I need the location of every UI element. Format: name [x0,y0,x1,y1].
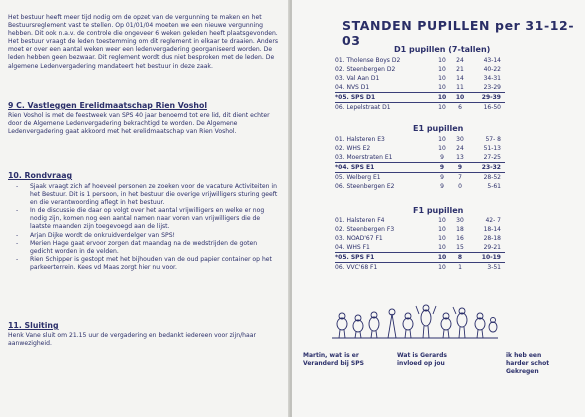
section-9c-heading: 9 C. Vastleggen Erelidmaatschap Rien Voshol [8,101,207,110]
list-item: - Sjaak vraagt zich af hoeveel personen ze zoeken voor de vacature Activiteiten in het Bestuur. Dit is 1 persoon, in het bestuur die overige vrijwilligers sturing geeft en die verantwoording aflegt in het bestuur. [8,183,280,207]
points-cell: 24 [456,145,464,152]
goals-cell: 42- 7 [485,217,501,224]
page-title: STANDEN PUPILLEN per 31-12-03 [342,18,575,48]
played-cell: 10 [438,84,446,91]
goals-cell: 29-21 [483,244,501,251]
points-cell: 0 [458,183,462,190]
table-row [335,153,505,163]
points-cell: 21 [456,66,464,73]
team-name-cell: 05. Welberg E1 [335,174,381,181]
caption-martin: Martin, wat is er Veranderd bij SPS [303,352,364,367]
caption-gerard: Wat is Gerards invloed op jou [397,352,447,367]
points-cell: 15 [456,244,464,251]
list-item: - Merien Hage gaat ervoor zorgen dat maandag na de wedstrijden de goten gedicht worden in de velden. [8,240,280,256]
section-11-text: Henk Vane sluit om 21.15 uur de vergadering en bedankt iedereen voor zijn/haar aanwezigheid. [8,332,256,348]
group-heading-e1: E1 pupillen [413,124,464,133]
points-cell: 16 [456,235,464,242]
standings-table-d1 [335,56,505,112]
table-row [335,173,505,183]
list-item: - In de discussie die daar op volgt over het aantal vrijwilligers en welke er nog nodig zijn, komen nog een aantal namen naar voren van vrijwilligers die de laatste maanden zijn toegevoegd aan de lijst. [8,207,280,231]
cartoon-figures-illustration [330,298,500,340]
goals-cell: 23-29 [483,84,501,91]
played-cell: 10 [438,104,446,111]
goals-cell: 28-18 [483,235,501,242]
goals-cell: 51-13 [483,145,501,152]
goals-cell: 34-31 [483,75,501,82]
played-cell: 10 [438,57,446,64]
points-cell: 18 [456,226,464,233]
goals-cell: 57- 8 [485,136,501,143]
points-cell: 13 [456,154,464,161]
points-cell: 11 [456,84,464,91]
played-cell: 10 [438,145,446,152]
team-name-cell: *05. SPS D1 [335,93,433,103]
points-cell: 7 [458,174,462,181]
played-cell: 9 [440,183,444,190]
goals-cell: 10-19 [469,253,505,263]
caption-schot: ik heb een harder schot Gekregen [506,352,550,375]
team-name-cell: 04. NVS D1 [335,84,370,91]
played-cell: 10 [438,235,446,242]
played-cell: 10 [433,93,451,103]
goals-cell: 43-14 [483,57,501,64]
played-cell: 9 [440,154,444,161]
played-cell: 10 [433,253,451,263]
played-cell: 10 [438,264,446,271]
goals-cell: 5-61 [487,183,501,190]
goals-cell: 29-39 [469,93,505,103]
points-cell: 30 [456,217,464,224]
points-cell: 30 [456,136,464,143]
table-row [335,216,505,225]
goals-cell: 23-32 [469,163,505,173]
team-name-cell: 06. VVC'68 F1 [335,264,378,271]
group-heading-f1: F1 pupillen [413,206,464,215]
team-name-cell: 03. Moerstraten E1 [335,154,393,161]
goals-cell: 27-25 [483,154,501,161]
played-cell: 9 [440,174,444,181]
played-cell: 10 [438,66,446,73]
points-cell: 24 [456,57,464,64]
team-name-cell: 02. Steenbergen F3 [335,226,395,233]
points-cell: 8 [451,253,469,263]
team-name-cell: 06. Lepelstraat D1 [335,104,391,111]
points-cell: 1 [458,264,462,271]
section-10-list [8,183,280,272]
table-row [335,253,505,263]
table-row [335,135,505,144]
team-name-cell: 06. Steenbergen E2 [335,183,395,190]
team-name-cell: *05. SPS F1 [335,253,433,263]
table-row [335,182,505,191]
standings-table-f1 [335,216,505,272]
table-row [335,225,505,234]
goals-cell: 18-14 [483,226,501,233]
goals-cell: 16-50 [483,104,501,111]
table-row [335,83,505,93]
team-name-cell: 01. Halsteren F4 [335,217,385,224]
left-page [0,0,290,417]
table-row [335,144,505,153]
table-row [335,93,505,103]
table-row [335,74,505,83]
goals-cell: 3-51 [487,264,501,271]
team-name-cell: *04. SPS E1 [335,163,433,173]
team-name-cell: 02. WHS E2 [335,145,371,152]
table-row [335,263,505,273]
standings-table-e1 [335,135,505,191]
table-row [335,234,505,243]
goals-cell: 40-22 [483,66,501,73]
team-name-cell: 02. Steenbergen D2 [335,66,396,73]
played-cell: 9 [433,163,451,173]
points-cell: 9 [451,163,469,173]
played-cell: 10 [438,217,446,224]
team-name-cell: 01. Tholense Boys D2 [335,57,401,64]
played-cell: 10 [438,244,446,251]
points-cell: 10 [451,93,469,103]
table-row [335,56,505,65]
points-cell: 6 [458,104,462,111]
group-heading-d1: D1 pupillen (7-tallen) [394,45,491,54]
goals-cell: 28-52 [483,174,501,181]
team-name-cell: 03. Val Aan D1 [335,75,380,82]
played-cell: 10 [438,136,446,143]
section-10-heading: 10. Rondvraag [8,171,73,180]
table-row [335,65,505,74]
section-9c-text: Rien Voshol is met de feestweek van SPS 40 jaar benoemd tot ere lid, dit dient echter door de Algemene Ledenvergadering bekrachtigd te worden. De Algemene Ledenvergadering gaat akkoord met het erelidmaatschap van Rien Voshol. [8,112,270,136]
intro-paragraph: Het bestuur heeft meer tijd nodig om de opzet van de vergunning te maken en het Bestuursreglement vast te stellen. Op 01/01/04 moeten we een nieuwe vergunning hebben. Dit ook n.a.v. de controle die ongeveer 6 weken geleden heeft plaatsgevonden. Het bestuur vraagt de leden toestemming om dit reglement in elkaar te draaien. Anders moet er over een aantal weken weer een ledenvergadering georganiseerd worden. De leden hebben geen bezwaar. Dit reglement wordt dus niet besproken met de leden. De algemene Ledenvergadering mandateert het bestuur in deze zaak. [8,14,279,70]
team-name-cell: 04. WHS F1 [335,244,370,251]
section-11-heading: 11. Sluiting [8,321,59,330]
table-row [335,243,505,253]
table-row [335,103,505,113]
list-item: - Arjan Dijke wordt de onkruidverdelger van SPS! [8,232,280,240]
table-row [335,163,505,173]
played-cell: 10 [438,75,446,82]
team-name-cell: 03. NOAD'67 F1 [335,235,383,242]
team-name-cell: 01. Halsteren E3 [335,136,385,143]
points-cell: 14 [456,75,464,82]
list-item: - Rien Schipper is gestopt met het bijhouden van de oud papier container op het parkeerterrein. Kees vd Maas zorgt hier nu voor. [8,256,280,272]
played-cell: 10 [438,226,446,233]
